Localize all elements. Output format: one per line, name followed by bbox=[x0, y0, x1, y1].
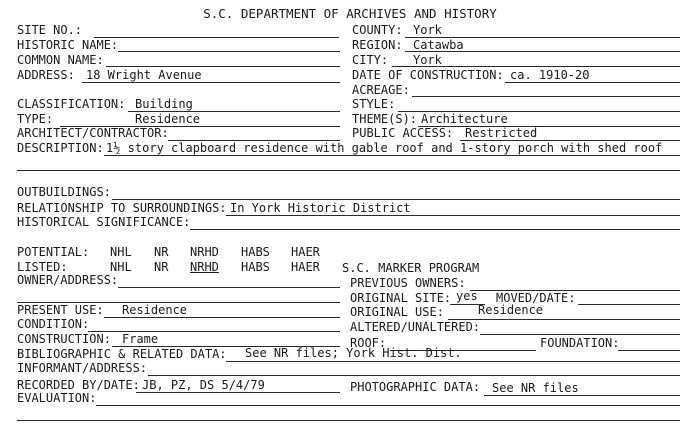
acreage-line bbox=[412, 96, 680, 97]
evaluation-line-1 bbox=[96, 405, 680, 406]
listed-haer: HAER bbox=[291, 260, 320, 274]
site-no-label: SITE NO.: bbox=[17, 23, 83, 37]
original-use-value: Residence bbox=[478, 303, 544, 317]
previous-owners-label: PREVIOUS OWNERS: bbox=[350, 276, 466, 290]
altered-label: ALTERED/UNALTERED: bbox=[350, 320, 481, 334]
city-line bbox=[392, 66, 680, 67]
address-value: 18 Wright Avenue bbox=[86, 68, 202, 82]
present-use-value: Residence bbox=[122, 303, 188, 317]
evaluation-label: EVALUATION: bbox=[17, 391, 97, 405]
city-label: CITY: bbox=[352, 53, 389, 67]
construction-label: CONSTRUCTION: bbox=[17, 332, 111, 346]
county-label: COUNTY: bbox=[352, 23, 403, 37]
description-value: 1½ story clapboard residence with gable roof and 1-story porch with shed roof bbox=[106, 141, 663, 155]
owner-line-1 bbox=[118, 287, 340, 288]
public-access-value: Restricted bbox=[465, 126, 538, 140]
listed-nhl: NHL bbox=[110, 260, 132, 274]
informant-label: INFORMANT/ADDRESS: bbox=[17, 361, 148, 375]
listed-nrhd-selected: NRHD bbox=[190, 260, 219, 274]
themes-label: THEME(S): bbox=[352, 112, 418, 126]
original-use-label: ORIGINAL USE: bbox=[350, 305, 444, 319]
potential-nrhd: NRHD bbox=[190, 245, 219, 259]
classification-label: CLASSIFICATION: bbox=[17, 97, 126, 111]
acreage-label: ACREAGE: bbox=[352, 83, 410, 97]
photographic-value: See NR files bbox=[492, 381, 579, 395]
type-label: TYPE: bbox=[17, 112, 54, 126]
significance-line bbox=[190, 229, 680, 230]
recorded-by-line bbox=[136, 392, 340, 393]
date-construction-label: DATE OF CONSTRUCTION: bbox=[352, 68, 504, 82]
type-value: Residence bbox=[135, 112, 201, 126]
region-label: REGION: bbox=[352, 38, 403, 52]
photographic-label: PHOTOGRAPHIC DATA: bbox=[350, 380, 481, 394]
moved-date-label: MOVED/DATE: bbox=[496, 291, 576, 305]
address-label: ADDRESS: bbox=[17, 68, 75, 82]
potential-label: POTENTIAL: bbox=[17, 245, 90, 259]
original-use-line bbox=[448, 319, 680, 320]
themes-line bbox=[418, 126, 680, 127]
original-site-label: ORIGINAL SITE: bbox=[350, 291, 452, 305]
common-name-line bbox=[106, 66, 340, 67]
recorded-by-value: JB, PZ, DS 5/4/79 bbox=[142, 378, 265, 392]
bibliographic-line bbox=[226, 361, 680, 362]
themes-value: Architecture bbox=[421, 112, 508, 126]
present-use-label: PRESENT USE: bbox=[17, 303, 104, 317]
historic-name-label: HISTORIC NAME: bbox=[17, 38, 119, 52]
description-line-1 bbox=[104, 155, 680, 156]
bibliographic-label: BIBLIOGRAPHIC & RELATED DATA: bbox=[17, 347, 227, 361]
city-value: York bbox=[413, 53, 442, 67]
address-line bbox=[82, 82, 340, 83]
bibliographic-value: See NR files; York Hist. Dist. bbox=[245, 346, 462, 360]
original-site-value: yes bbox=[456, 289, 478, 303]
form-title: S.C. DEPARTMENT OF ARCHIVES AND HISTORY bbox=[203, 6, 497, 21]
classification-value: Building bbox=[135, 97, 193, 111]
date-construction-value: ca. 1910-20 bbox=[510, 68, 590, 82]
description-line-2 bbox=[17, 170, 680, 171]
style-label: STYLE: bbox=[352, 97, 396, 111]
outbuildings-label: OUTBUILDINGS: bbox=[17, 185, 111, 199]
construction-value: Frame bbox=[122, 332, 159, 346]
recorded-by-label: RECORDED BY/DATE: bbox=[17, 378, 140, 392]
listed-label: LISTED: bbox=[17, 260, 68, 274]
altered-line bbox=[480, 334, 680, 335]
potential-nr: NR bbox=[154, 245, 169, 259]
present-use-line bbox=[104, 317, 340, 318]
county-value: York bbox=[413, 23, 442, 37]
architect-label: ARCHITECT/CONTRACTOR: bbox=[17, 126, 169, 140]
potential-nhl: NHL bbox=[110, 245, 132, 259]
listed-nr: NR bbox=[154, 260, 169, 274]
potential-haer: HAER bbox=[291, 245, 320, 259]
listed-habs: HABS bbox=[241, 260, 270, 274]
marker-program-label: S.C. MARKER PROGRAM bbox=[342, 261, 480, 275]
significance-label: HISTORICAL SIGNIFICANCE: bbox=[17, 215, 191, 229]
relationship-line bbox=[226, 215, 680, 216]
evaluation-line-2 bbox=[17, 420, 680, 421]
foundation-line bbox=[618, 350, 680, 351]
historic-name-line bbox=[118, 51, 340, 52]
date-construction-line bbox=[505, 82, 680, 83]
relationship-label: RELATIONSHIP TO SURROUNDINGS: bbox=[17, 201, 227, 215]
region-value: Catawba bbox=[413, 38, 464, 52]
region-line bbox=[405, 51, 680, 52]
moved-date-line bbox=[578, 304, 680, 305]
owner-label: OWNER/ADDRESS: bbox=[17, 273, 119, 287]
condition-label: CONDITION: bbox=[17, 317, 90, 331]
photographic-line bbox=[484, 395, 680, 396]
public-access-label: PUBLIC ACCESS: bbox=[352, 126, 454, 140]
potential-habs: HABS bbox=[241, 245, 270, 259]
site-no-line bbox=[94, 37, 339, 38]
description-label: DESCRIPTION: bbox=[17, 141, 104, 155]
common-name-label: COMMON NAME: bbox=[17, 53, 104, 67]
informant-line bbox=[148, 375, 680, 376]
roof-label: ROOF: bbox=[350, 336, 387, 350]
outbuildings-line bbox=[112, 199, 680, 200]
relationship-value: In York Historic District bbox=[230, 201, 411, 215]
foundation-label: FOUNDATION: bbox=[540, 336, 620, 350]
